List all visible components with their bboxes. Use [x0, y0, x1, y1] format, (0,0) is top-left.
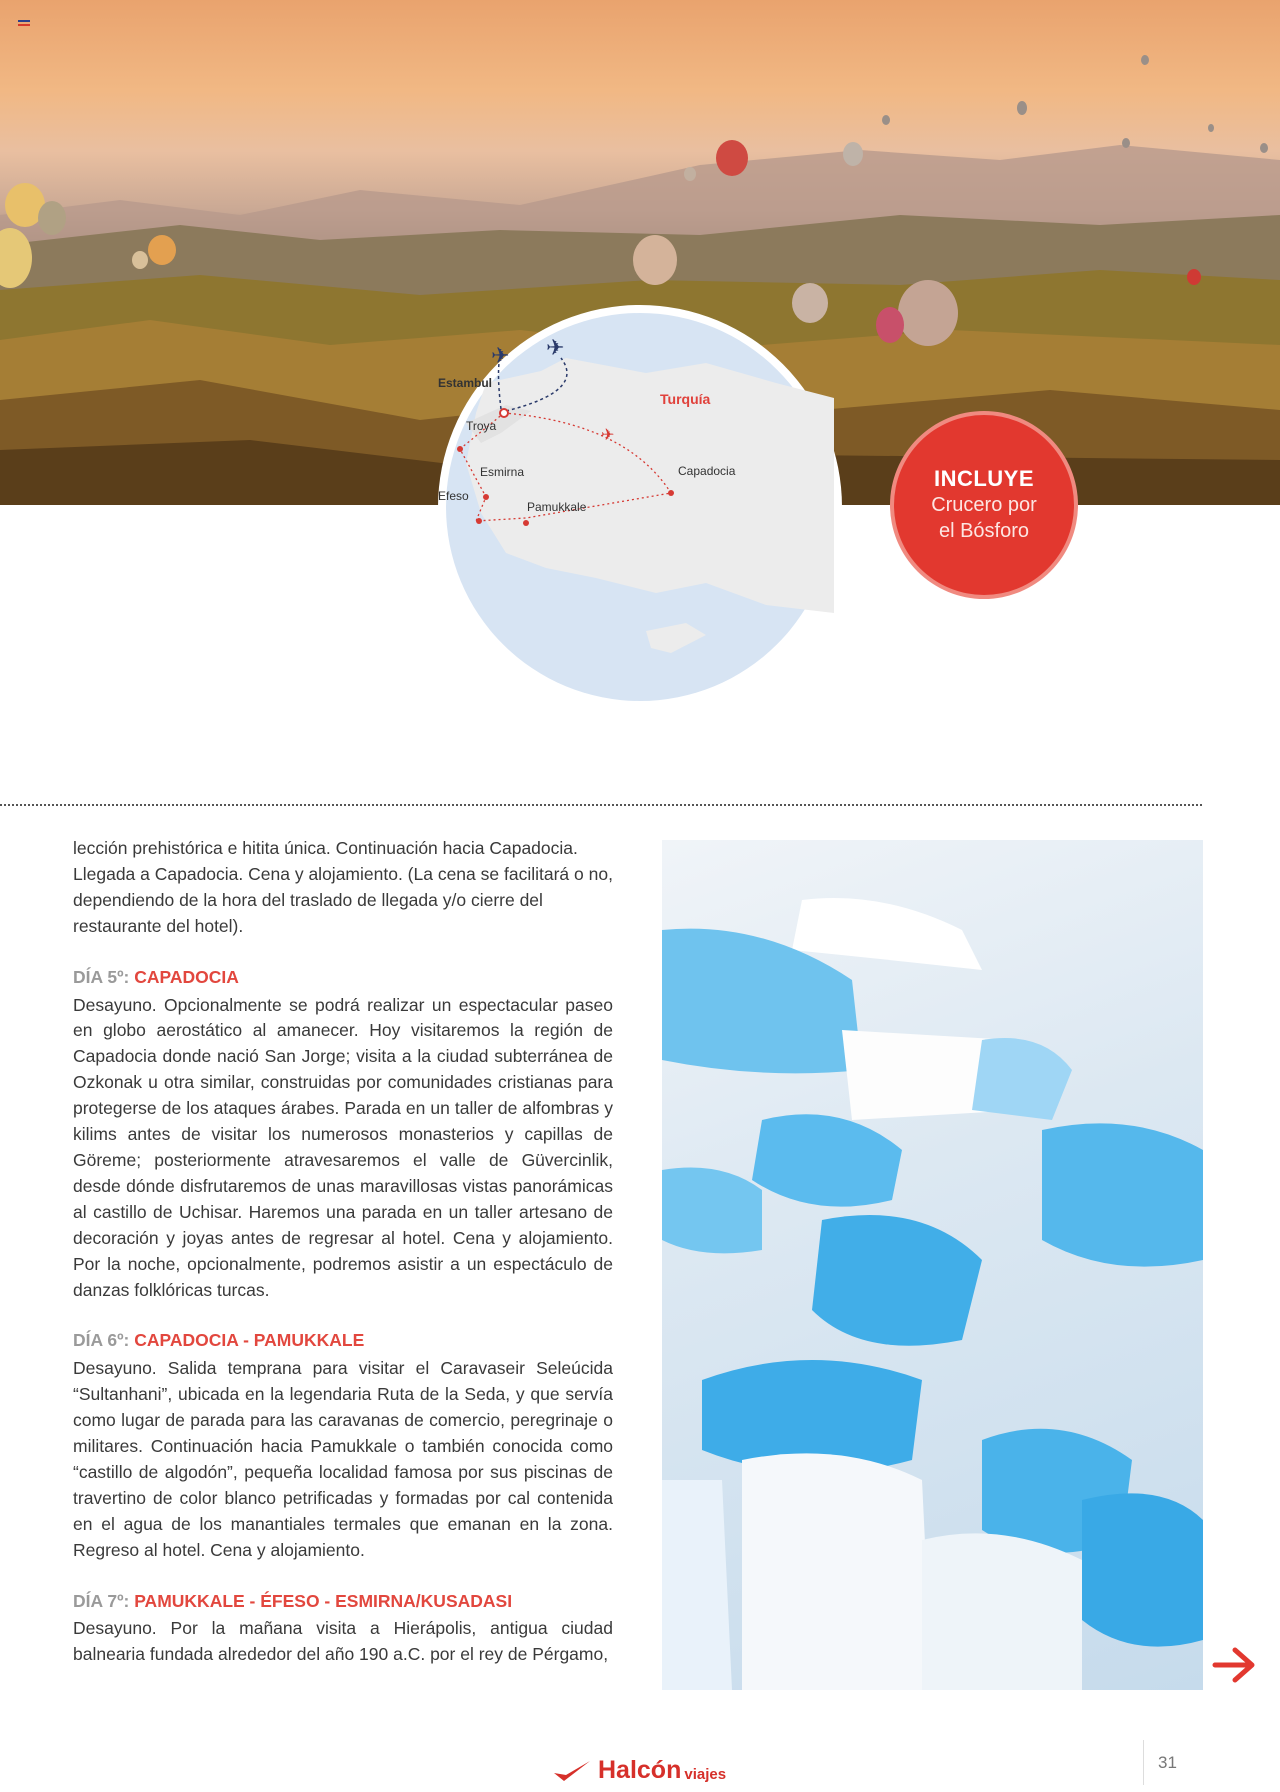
includes-badge — [894, 415, 1074, 595]
map-label-efeso: Efeso — [438, 489, 469, 503]
page-separator — [1143, 1740, 1144, 1785]
next-page-arrow-icon[interactable] — [1210, 1640, 1260, 1690]
brand-name: Halcón — [598, 1756, 682, 1784]
day-number: DÍA 5º: — [73, 966, 130, 987]
section-divider — [0, 804, 1202, 806]
airplane-icon: ✈ — [491, 343, 510, 368]
day-heading — [73, 1589, 613, 1615]
day-heading — [73, 965, 613, 991]
halcon-bird-icon — [552, 1759, 592, 1785]
route-map — [438, 305, 842, 709]
page-number: 31 — [1158, 1753, 1177, 1772]
map-label-estambul: Estambul — [438, 376, 493, 390]
map-label-esmirna: Esmirna — [480, 465, 525, 479]
map-label-turquia: Turquía — [660, 391, 711, 407]
badge-title: INCLUYE — [933, 466, 1035, 491]
itinerary-text — [73, 836, 613, 1668]
airplane-icon: ✈ — [601, 427, 615, 444]
day-body: Desayuno. Opcionalmente se podrá realizar un espectacular paseo en globo aerostático al amanecer. Hoy visitaremos la región de Capadocia donde nació San Jorge; visita a la ciudad subterránea de Ozkonak u otra similar, construidas por comunidades cristianas para protegerse de los ataques árabes. Parada en un taller de alfombras y kilims antes de visitar los numerosos monasterios y capillas de Göreme; posteriormente atravesaremos el valle de Güvercinlik, desde dónde disfrutaremos de unas maravillosas vistas panorámicas al castillo de Uchisar. Haremos una parada en un taller artesano de decoración y joyas antes de regresar al hotel. Cena y alojamiento. Por la noche, opcionalmente, podremos asistir a un espectáculo de danzas folklóricas turcas. — [73, 994, 613, 1300]
map-label-troya: Troya — [466, 419, 497, 433]
day-body: Desayuno. Salida temprana para visitar el Caravaseir Seleúcida “Sultanhani”, ubicada en la legendaria Ruta de la Seda, y que servía como lugar de parada para las caravanas de comercio, peregrinaje o militares. Continuación hacia Pamukkale o también conocida como “castillo de algodón”, pequeña localidad famosa por sus piscinas de travertino de color blanco petrificadas y formadas por cal contenida en el agua de los manantiales termales que emanan en la zona. Regreso al hotel. Cena y alojamiento. — [73, 1358, 613, 1560]
turkey-map-illustration — [446, 313, 834, 701]
day-place: CAPADOCIA — [134, 966, 239, 987]
badge-line-2: el Bósforo — [938, 520, 1030, 542]
travertine-pools-illustration — [662, 840, 1203, 1690]
halcon-logo — [552, 1753, 726, 1785]
day-number: DÍA 7º: — [73, 1590, 130, 1611]
brand-sub: viajes — [684, 1766, 727, 1783]
pamukkale-photo — [662, 840, 1203, 1690]
day-place: PAMUKKALE - ÉFESO - ESMIRNA/KUSADASI — [134, 1590, 513, 1611]
badge-line-1: Crucero por — [931, 494, 1037, 516]
intro-paragraph: lección prehistórica e hitita única. Continuación hacia Capadocia. Llegada a Capadocia. Cena y alojamiento. (La cena se facilitará o no, dependiendo de la hora del traslado de llegada y/o cierre del restaurante del hotel). — [73, 838, 613, 936]
airplane-icon: ✈ — [546, 335, 565, 360]
day-body: Desayuno. Por la mañana visita a Hierápolis, antigua ciudad balnearia fundada alrededor del año 190 a.C. por el rey de Pérgamo, — [73, 1618, 613, 1665]
menu-icon[interactable] — [18, 20, 30, 30]
day-number: DÍA 6º: — [73, 1330, 130, 1351]
map-label-pamukkale: Pamukkale — [527, 500, 587, 514]
map-label-capadocia: Capadocia — [678, 464, 736, 478]
day-place: CAPADOCIA - PAMUKKALE — [134, 1330, 365, 1351]
day-heading — [73, 1328, 613, 1354]
